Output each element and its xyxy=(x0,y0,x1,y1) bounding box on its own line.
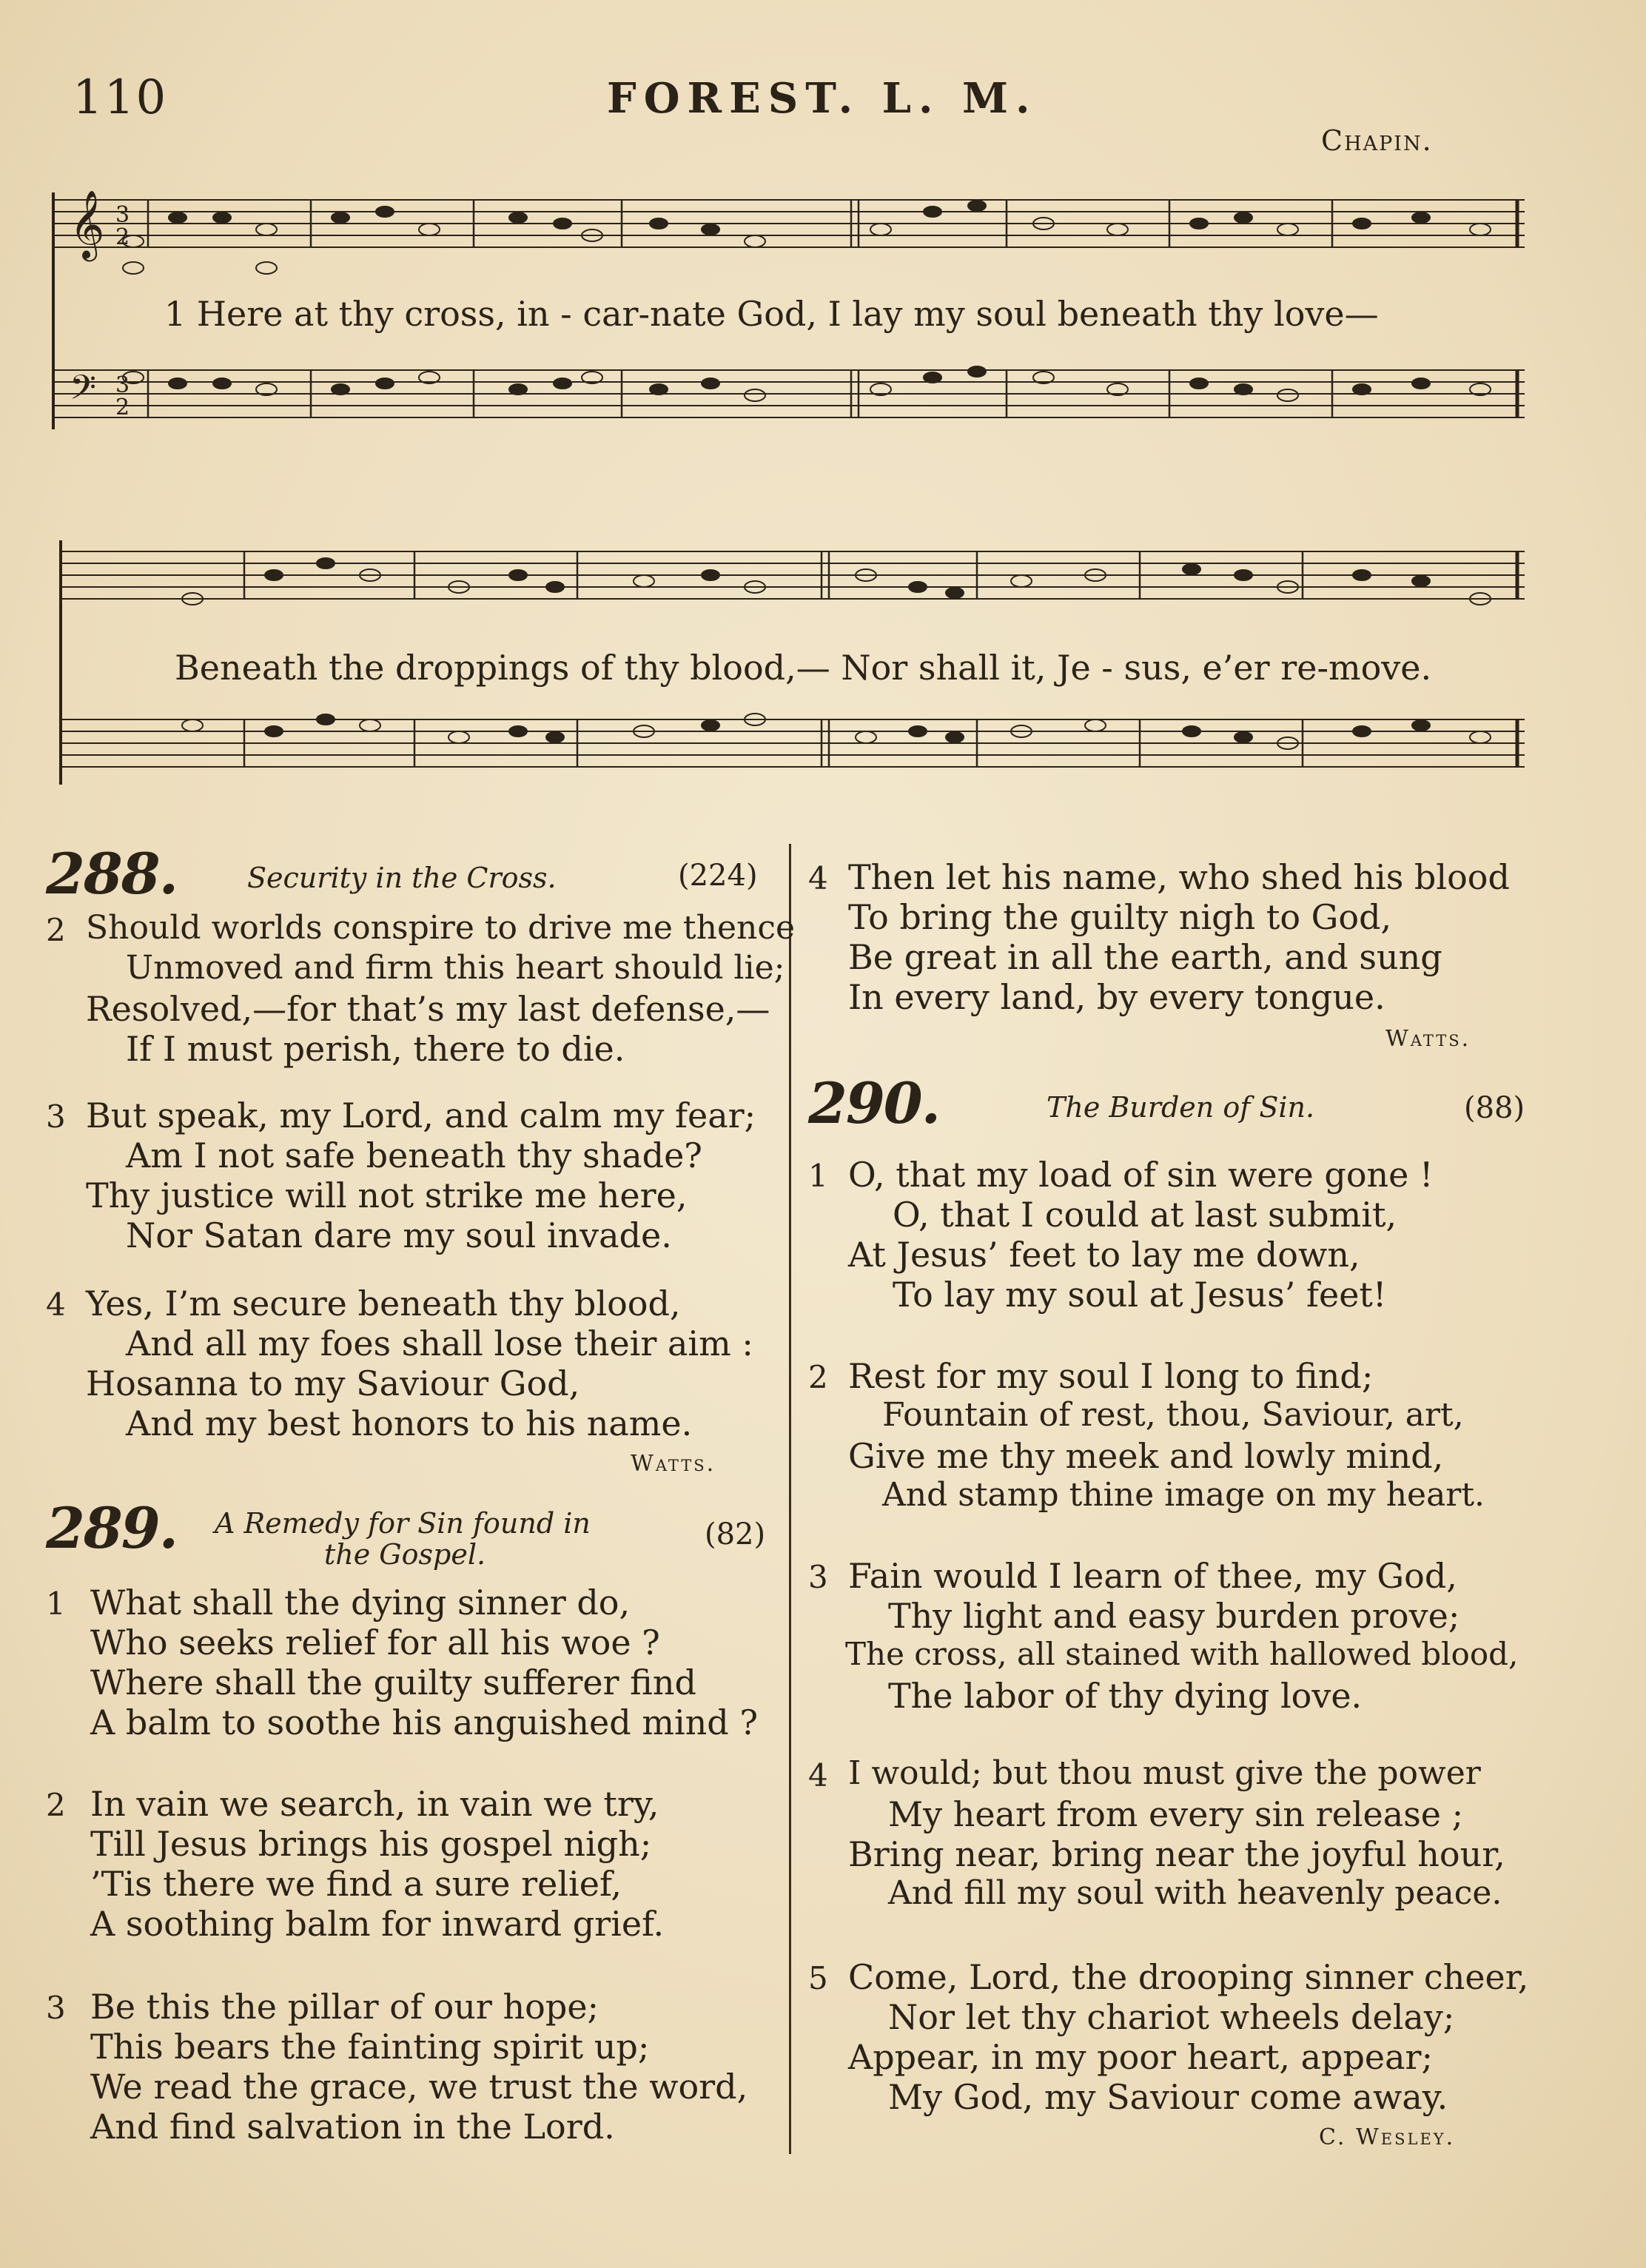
treble-staff-1 xyxy=(53,200,1525,247)
verse-line: And find salvation in the Lord. xyxy=(90,2107,615,2147)
verse-number: 1 xyxy=(808,1158,828,1194)
svg-text:𝄢: 𝄢 xyxy=(70,368,97,416)
verse-line: ’Tis there we find a sure relief, xyxy=(90,1864,622,1904)
verse-line: A soothing balm for inward grief. xyxy=(90,1904,665,1944)
verse-line: In vain we search, in vain we try, xyxy=(90,1784,659,1824)
lyric-line-1: 1 Here at thy cross, in - car-nate God, I lay my soul beneath thy love— xyxy=(164,294,1379,334)
tune-title: FOREST. L. M. xyxy=(607,74,1038,123)
hymn-title: Security in the Cross. xyxy=(247,862,557,894)
verse-line: Give me thy meek and lowly mind, xyxy=(848,1436,1444,1476)
verse-number: 4 xyxy=(808,1757,828,1794)
verse-line: To lay my soul at Jesus’ feet! xyxy=(893,1275,1387,1315)
verse-line: My God, my Saviour come away. xyxy=(888,2077,1448,2117)
verse-line: But speak, my Lord, and calm my fear; xyxy=(86,1096,756,1135)
hymn-meter-ref: (82) xyxy=(705,1517,766,1551)
lyric-line-2: Beneath the droppings of thy blood,— Nor shall it, Je - sus, e’er re-move. xyxy=(175,648,1432,688)
verse-line: Be this the pillar of our hope; xyxy=(90,1987,599,2027)
hymn-title: A Remedy for Sin found in xyxy=(215,1507,591,1540)
verse-number: 4 xyxy=(808,860,828,896)
verse-number: 3 xyxy=(46,1098,66,1135)
verse-line: My heart from every sin release ; xyxy=(888,1794,1464,1834)
verse-line: To bring the guilty nigh to God, xyxy=(848,897,1392,937)
verse-number: 5 xyxy=(808,1960,828,1996)
svg-text:2: 2 xyxy=(115,395,130,420)
verse-number: 3 xyxy=(808,1559,828,1595)
verse-line: We read the grace, we trust the word, xyxy=(90,2067,748,2107)
hymn-title: The Burden of Sin. xyxy=(1047,1091,1315,1124)
verse-line: Nor let thy chariot wheels delay; xyxy=(888,1997,1455,2037)
verse-number: 2 xyxy=(808,1359,828,1395)
verse-line: Should worlds conspire to drive me thence xyxy=(86,909,796,947)
verse-line: What shall the dying sinner do, xyxy=(90,1583,631,1623)
hymn-number: 289. xyxy=(46,1495,178,1561)
verse-line: Am I not safe beneath thy shade? xyxy=(126,1135,702,1175)
verse-line: The labor of thy dying love. xyxy=(888,1676,1363,1716)
hymn-meter-ref: (224) xyxy=(678,859,758,893)
verse-line: Be great in all the earth, and sung xyxy=(848,937,1442,977)
hymn-title-cont: the Gospel. xyxy=(324,1538,486,1571)
verse-number: 1 xyxy=(46,1586,66,1622)
verse-line: Till Jesus brings his gospel nigh; xyxy=(90,1824,652,1864)
svg-text:2: 2 xyxy=(115,224,130,250)
column-divider xyxy=(789,844,791,2154)
verse-line: And fill my soul with heavenly peace. xyxy=(888,1874,1502,1912)
verse-line: A balm to soothe his anguished mind ? xyxy=(90,1702,759,1742)
verse-line: Fountain of rest, thou, Saviour, art, xyxy=(882,1396,1464,1434)
verse-line: O, that my load of sin were gone ! xyxy=(848,1155,1434,1195)
verse-line: If I must perish, there to die. xyxy=(126,1029,625,1069)
hymn-number: 290. xyxy=(808,1070,940,1136)
music-score xyxy=(44,170,1539,807)
verse-line: The cross, all stained with hallowed blood, xyxy=(845,1636,1519,1672)
verse-line: At Jesus’ feet to lay me down, xyxy=(848,1235,1360,1275)
hymn-author: Watts. xyxy=(631,1451,716,1477)
verse-line: Rest for my soul I long to find; xyxy=(848,1356,1374,1396)
verse-line: Thy justice will not strike me here, xyxy=(86,1175,688,1215)
page-number: 110 xyxy=(73,70,168,125)
verse-line: Nor Satan dare my soul invade. xyxy=(126,1215,672,1255)
verse-line: Hosanna to my Saviour God, xyxy=(86,1363,580,1403)
verse-line: In every land, by every tongue. xyxy=(848,977,1385,1017)
verse-line: And stamp thine image on my heart. xyxy=(882,1476,1485,1514)
hymn-number: 288. xyxy=(46,841,178,907)
verse-line: Come, Lord, the drooping sinner cheer, xyxy=(848,1957,1529,1997)
hymn-author: C. Wesley. xyxy=(1319,2124,1456,2150)
verse-line: O, that I could at last submit, xyxy=(893,1195,1397,1235)
verse-line: Resolved,—for that’s my last defense,— xyxy=(86,989,770,1029)
verse-line: Fain would I learn of thee, my God, xyxy=(848,1556,1457,1596)
verse-line: This bears the fainting spirit up; xyxy=(90,2027,650,2067)
hymn-meter-ref: (88) xyxy=(1464,1091,1525,1125)
verse-line: I would; but thou must give the power xyxy=(848,1754,1481,1792)
svg-text:3: 3 xyxy=(115,372,130,398)
verse-line: Unmoved and firm this heart should lie; xyxy=(126,949,785,987)
verse-line: Then let his name, who shed his blood xyxy=(848,857,1510,897)
verse-number: 2 xyxy=(46,912,66,948)
verse-number: 4 xyxy=(46,1286,66,1323)
verse-line: Appear, in my poor heart, appear; xyxy=(848,2037,1434,2077)
verse-line: Where shall the guilty sufferer find xyxy=(90,1663,696,1702)
svg-text:𝄞: 𝄞 xyxy=(70,189,105,258)
verse-line: Yes, I’m secure beneath thy blood, xyxy=(86,1284,681,1323)
verse-line: And all my foes shall lose their aim : xyxy=(126,1323,753,1363)
composer-name: Chapin. xyxy=(1321,124,1433,157)
verse-line: And my best honors to his name. xyxy=(126,1403,693,1443)
svg-text:3: 3 xyxy=(115,202,130,228)
verse-number: 3 xyxy=(46,1990,66,2026)
verse-number: 2 xyxy=(46,1787,66,1823)
hymn-author: Watts. xyxy=(1385,1026,1471,1052)
verse-line: Thy light and easy burden prove; xyxy=(888,1596,1460,1636)
verse-line: Who seeks relief for all his woe ? xyxy=(90,1623,660,1663)
verse-line: Bring near, bring near the joyful hour, xyxy=(848,1834,1505,1874)
